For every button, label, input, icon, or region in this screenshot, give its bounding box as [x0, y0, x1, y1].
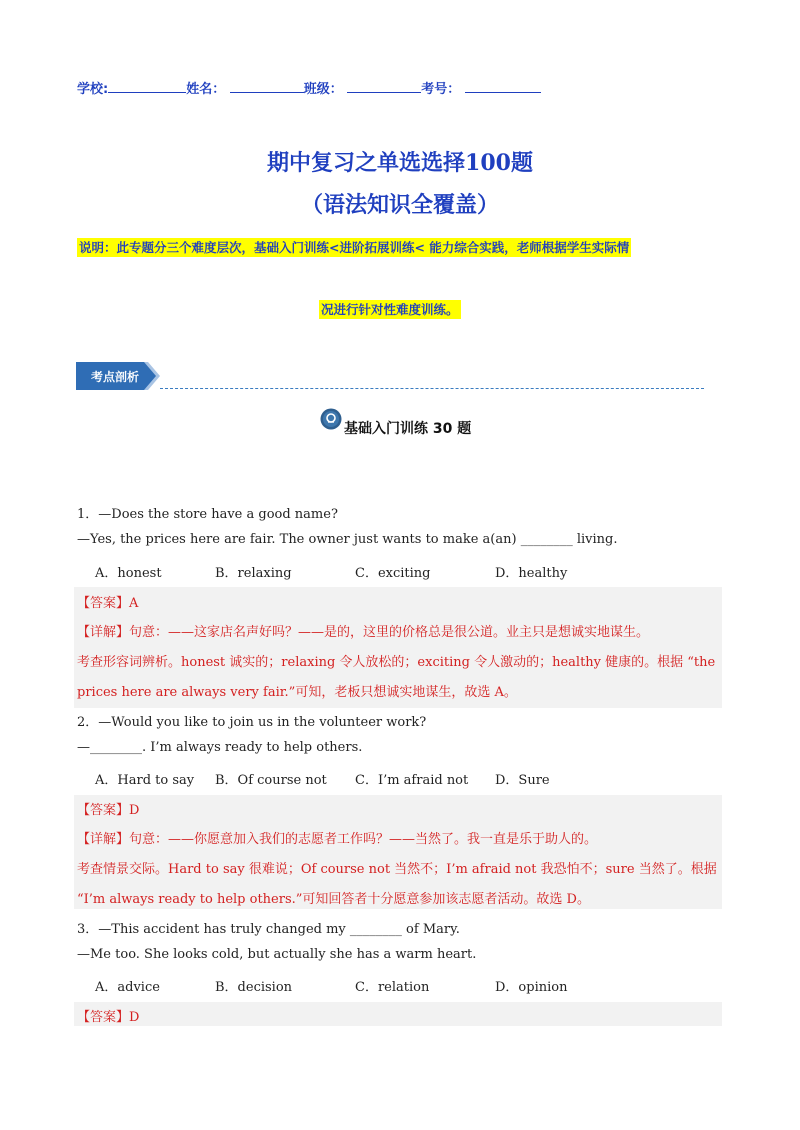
note-highlight-1: 说明：此专题分三个难度层次，基础入门训练<进阶拓展训练< 能力综合实践，老师根据学生实际情 [79, 240, 630, 255]
name-blank[interactable] [230, 80, 304, 93]
q2-answer: 【答案】D [77, 803, 140, 818]
school-blank[interactable] [108, 80, 186, 93]
q3-option-d[interactable]: D．opinion [495, 980, 568, 995]
q1-detail-line: 考查形容词辨析。honest 诚实的；relaxing 令人放松的；exciting 令人激动的；healthy 健康的。根据 “the [77, 655, 716, 670]
q1-detail-line: prices here are always very fair.”可知，老板只想诚实地谋生，故选 A。 [77, 685, 517, 700]
section-divider [160, 388, 704, 389]
q1-option-d[interactable]: D．healthy [495, 566, 568, 581]
q3-option-c[interactable]: C．relation [355, 980, 430, 995]
note-highlight-2: 况进行针对性难度训练。 [321, 302, 459, 317]
q3-option-b[interactable]: B．decision [215, 980, 293, 995]
q1-option-b[interactable]: B．relaxing [215, 566, 292, 581]
question-2-reply: —________. I’m always ready to help others. [77, 740, 363, 755]
question-2-prompt: 2．—Would you like to join us in the volunteer work? [77, 715, 427, 730]
q3-answer: 【答案】D [77, 1010, 140, 1025]
school-label: 学校: [77, 82, 109, 97]
badge-icon [320, 408, 342, 430]
main-title: 期中复习之单选选择100题 [267, 150, 533, 176]
q2-detail-line: 【详解】句意：——你愿意加入我们的志愿者工作吗？——当然了。我一直是乐于助人的。 [77, 832, 598, 847]
q2-option-a[interactable]: A．Hard to say [95, 773, 195, 788]
name-label: 姓名： [186, 82, 226, 97]
q1-option-c[interactable]: C．exciting [355, 566, 431, 581]
question-1-prompt: 1．—Does the store have a good name? [77, 507, 338, 522]
question-3-prompt: 3．—This accident has truly changed my ________ of Mary. [77, 922, 460, 937]
q2-option-d[interactable]: D．Sure [495, 773, 550, 788]
subtitle: （语法知识全覆盖） [300, 192, 499, 218]
q3-option-a[interactable]: A．advice [95, 980, 160, 995]
instruction-note-line1 [77, 238, 631, 256]
class-label: 班级： [303, 82, 343, 97]
exam-no-label: 考号： [421, 82, 461, 97]
q1-option-a[interactable]: A．honest [95, 566, 162, 581]
q2-option-c[interactable]: C．I’m afraid not [355, 773, 469, 788]
question-3-reply: —Me too. She looks cold, but actually she has a warm heart. [77, 947, 477, 962]
instruction-note-line2 [319, 300, 461, 318]
question-1-reply: —Yes, the prices here are fair. The owner just wants to make a(an) ________ living. [77, 532, 618, 547]
q1-answer: 【答案】A [77, 596, 139, 611]
q2-detail-line: 考查情景交际。Hard to say 很难说；Of course not 当然不；I’m afraid not 我恐怕不；sure 当然了。根据 [77, 862, 717, 877]
q2-option-b[interactable]: B．Of course not [215, 773, 327, 788]
class-blank[interactable] [347, 80, 421, 93]
student-info-header [77, 78, 541, 97]
section-tag-label: 考点剖析 [91, 370, 140, 384]
section-title: 基础入门训练 30 题 [344, 421, 472, 437]
q3-answer-box [74, 1002, 722, 1026]
exam-no-blank[interactable] [465, 80, 541, 93]
q1-detail-line: 【详解】句意：——这家店名声好吗？——是的，这里的价格总是很公道。业主只是想诚实地谋生。 [77, 625, 650, 640]
q2-detail-line: “I’m always ready to help others.”可知回答者十分愿意参加该志愿者活动。故选 D。 [77, 892, 590, 907]
